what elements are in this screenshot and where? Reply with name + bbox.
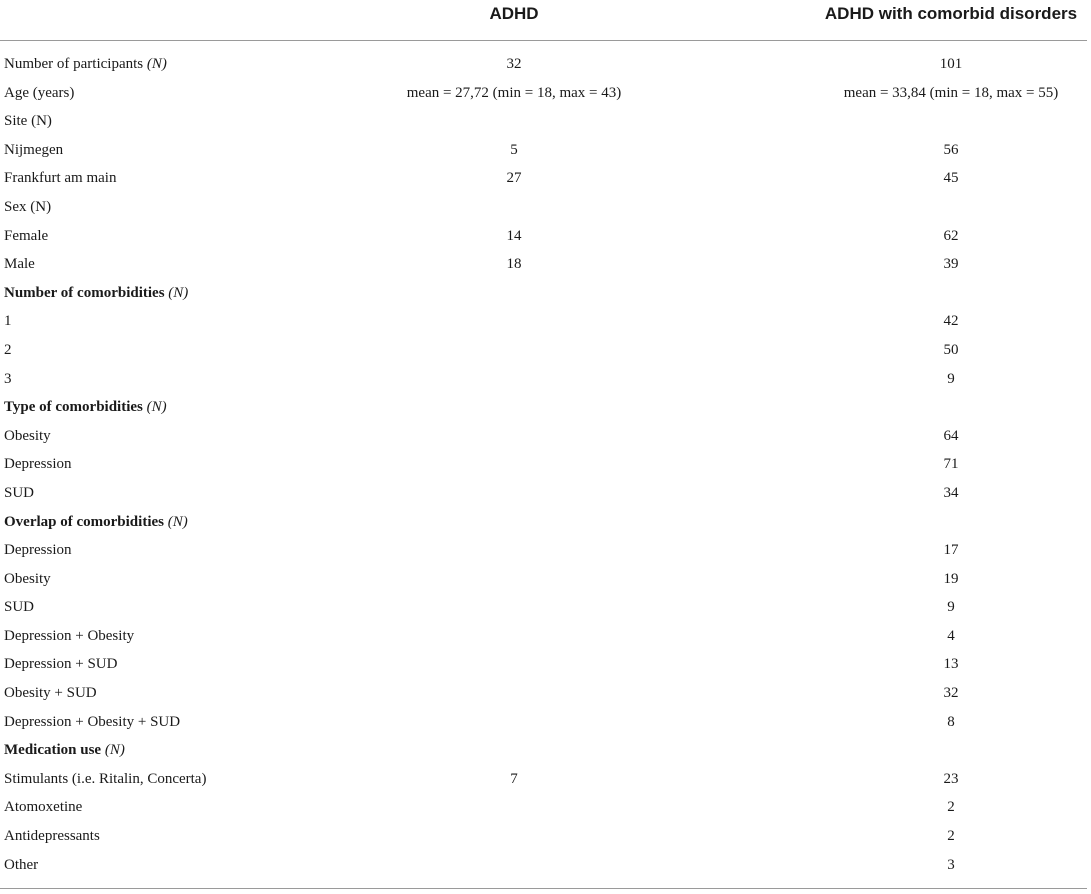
cell-adhd: 14 — [506, 227, 522, 244]
table-row — [0, 450, 1091, 479]
table-row — [0, 107, 1091, 136]
table-row — [0, 679, 1091, 708]
row-label-text: Frankfurt am main — [4, 170, 117, 187]
row-label-text: Depression — [4, 456, 72, 473]
row-label — [4, 508, 188, 537]
cell-adhd-comorbid: 3 — [947, 856, 955, 873]
row-label — [4, 250, 35, 279]
cell-adhd: 5 — [510, 141, 518, 158]
row-label-text: Overlap of comorbidities — [4, 513, 164, 530]
row-label — [4, 393, 167, 422]
row-label-text: Depression + Obesity — [4, 627, 135, 644]
table-row — [0, 50, 1091, 79]
header-adhd: ADHD — [489, 4, 539, 23]
header-adhd-comorbid: ADHD with comorbid disorders — [824, 4, 1078, 23]
row-label — [4, 536, 72, 565]
table-row — [0, 393, 1091, 422]
row-label-text: Nijmegen — [4, 141, 64, 158]
row-unit: (N) — [104, 742, 125, 759]
row-label — [4, 307, 12, 336]
table-row — [0, 565, 1091, 594]
row-label-text: Obesity — [4, 570, 51, 587]
row-label-text: Antidepressants — [4, 828, 100, 845]
row-label — [4, 736, 125, 765]
table-row — [0, 736, 1091, 765]
table-row — [0, 422, 1091, 451]
cell-adhd: mean = 27,72 (min = 18, max = 43) — [406, 84, 622, 101]
row-label-text: Other — [4, 856, 39, 873]
table-row — [0, 508, 1091, 537]
row-label — [4, 422, 51, 451]
table-row — [0, 79, 1091, 108]
table-row — [0, 765, 1091, 794]
row-label — [4, 79, 74, 108]
cell-adhd-comorbid: 64 — [943, 427, 959, 444]
cell-adhd-comorbid: 4 — [947, 627, 955, 644]
row-label-text: 3 — [4, 370, 12, 387]
cell-adhd-comorbid: 56 — [943, 141, 959, 158]
table-row — [0, 250, 1091, 279]
table-row — [0, 279, 1091, 308]
row-label-text: Obesity — [4, 427, 51, 444]
row-label — [4, 793, 82, 822]
table-row — [0, 650, 1091, 679]
cell-adhd-comorbid: 34 — [943, 484, 959, 501]
top-rule — [0, 40, 1087, 41]
row-label — [4, 622, 134, 651]
row-label — [4, 822, 100, 851]
row-label-text: SUD — [4, 484, 35, 501]
row-label-text: Depression + Obesity + SUD — [4, 713, 181, 730]
row-label-text: Sex (N) — [4, 198, 52, 215]
table-row — [0, 793, 1091, 822]
row-label — [4, 50, 167, 79]
row-label — [4, 650, 117, 679]
cell-adhd-comorbid: 71 — [943, 456, 959, 473]
row-label-text: SUD — [4, 599, 35, 616]
cell-adhd-comorbid: 42 — [943, 313, 959, 330]
cell-adhd: 18 — [506, 256, 522, 273]
row-label — [4, 708, 180, 737]
cell-adhd-comorbid: 2 — [947, 828, 955, 845]
row-label — [4, 851, 38, 880]
cell-adhd: 7 — [510, 770, 518, 787]
row-label — [4, 107, 52, 136]
row-label — [4, 222, 48, 251]
row-label — [4, 193, 51, 222]
row-unit: (N) — [146, 399, 167, 416]
row-label-text: Male — [4, 256, 35, 273]
row-label-text: Atomoxetine — [4, 799, 83, 816]
table-row — [0, 307, 1091, 336]
cell-adhd-comorbid: 9 — [947, 370, 955, 387]
cell-adhd-comorbid: 13 — [943, 656, 959, 673]
cell-adhd-comorbid: 9 — [947, 599, 955, 616]
table-row — [0, 822, 1091, 851]
table-row — [0, 365, 1091, 394]
row-label — [4, 279, 188, 308]
cell-adhd-comorbid: 23 — [943, 770, 959, 787]
cell-adhd-comorbid: 19 — [943, 570, 959, 587]
row-unit: (N) — [167, 513, 188, 530]
row-label — [4, 164, 116, 193]
row-unit: (N) — [168, 284, 189, 301]
row-label — [4, 479, 34, 508]
row-label-text: Stimulants (i.e. Ritalin, Concerta) — [4, 770, 207, 787]
row-label-text: 2 — [4, 341, 12, 358]
row-label — [4, 136, 63, 165]
row-label — [4, 336, 12, 365]
row-label-text: Age (years) — [4, 84, 75, 101]
table-row — [0, 593, 1091, 622]
row-label-text: Depression + SUD — [4, 656, 118, 673]
row-label — [4, 765, 206, 794]
cell-adhd-comorbid: 2 — [947, 799, 955, 816]
row-label — [4, 365, 12, 394]
cell-adhd: 27 — [506, 170, 522, 187]
table-row — [0, 708, 1091, 737]
row-label — [4, 450, 72, 479]
row-label-text: Depression — [4, 542, 72, 559]
table-row — [0, 622, 1091, 651]
cell-adhd-comorbid: 50 — [943, 341, 959, 358]
cell-adhd: 32 — [506, 56, 522, 72]
table-row — [0, 193, 1091, 222]
cell-adhd-comorbid: 62 — [943, 227, 959, 244]
row-label — [4, 565, 51, 594]
row-unit: (N) — [146, 56, 167, 72]
row-label — [4, 679, 97, 708]
row-label — [4, 593, 34, 622]
row-label-text: Medication use — [4, 742, 102, 759]
table-row — [0, 336, 1091, 365]
table-row — [0, 136, 1091, 165]
table-row — [0, 536, 1091, 565]
cell-adhd-comorbid: 17 — [943, 542, 959, 559]
table-header — [0, 0, 1091, 40]
row-label-text: Type of comorbidities — [4, 399, 143, 416]
bottom-rule — [0, 888, 1087, 889]
table-row — [0, 479, 1091, 508]
cell-adhd-comorbid: 8 — [947, 713, 955, 730]
row-label-text: Number of comorbidities — [4, 284, 165, 301]
cell-adhd-comorbid: 101 — [939, 56, 963, 72]
row-label-text: 1 — [4, 313, 12, 330]
row-label-text: Obesity + SUD — [4, 685, 97, 702]
cell-adhd-comorbid: 39 — [943, 256, 959, 273]
cell-adhd-comorbid: 32 — [943, 685, 959, 702]
cell-adhd-comorbid: 45 — [943, 170, 959, 187]
row-label-text: Site (N) — [4, 113, 52, 130]
row-label-text: Number of participants — [4, 56, 144, 72]
table-row — [0, 851, 1091, 880]
row-label-text: Female — [4, 227, 49, 244]
cell-adhd-comorbid: mean = 33,84 (min = 18, max = 55) — [843, 84, 1059, 101]
table-row — [0, 164, 1091, 193]
table-row — [0, 222, 1091, 251]
table-body — [0, 50, 1091, 879]
